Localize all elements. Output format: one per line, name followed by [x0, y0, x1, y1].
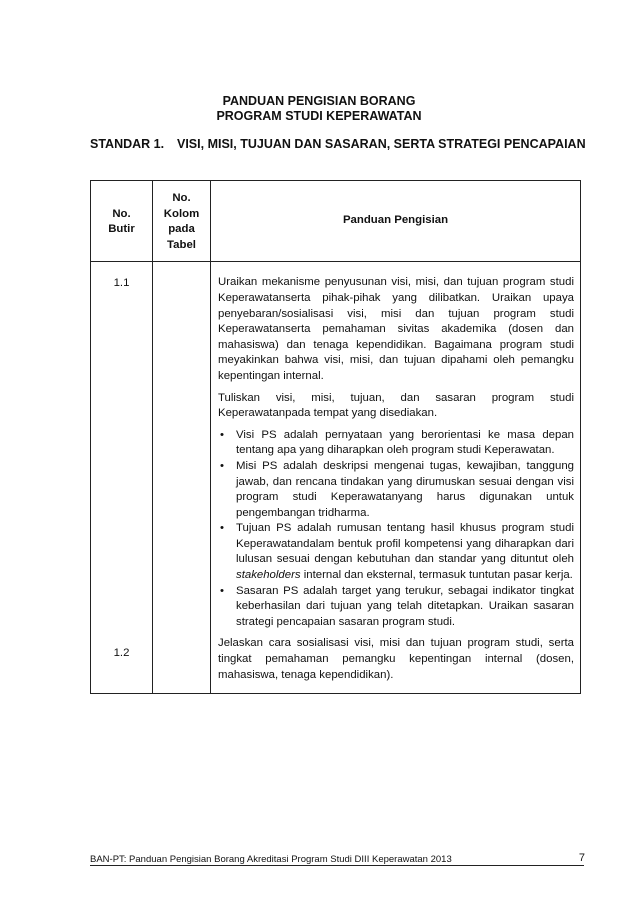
table-row [91, 262, 581, 694]
bullet-text: Misi PS adalah deskripsi mengenai tugas, kewajiban, tanggung jawab, dan rencana tindakan yang dirumuskan sesuai dengan visi program studi Keperawatanyang harus digunakan untuk pengembangan tridharma. [236, 459, 574, 519]
header-no-kolom-line: pada [168, 223, 195, 236]
header-no-butir-line: No. [112, 207, 131, 220]
row-kolom [153, 262, 211, 694]
standard-number: STANDAR 1. [90, 137, 165, 151]
emphasis-text: stakeholders [236, 569, 301, 582]
header-no-kolom [153, 181, 211, 262]
list-item [218, 459, 574, 521]
footer-text: BAN-PT: Panduan Pengisian Borang Akreditasi Program Studi DIII Keperawatan 2013 [90, 854, 452, 865]
bullet-icon: • [220, 522, 224, 535]
row-number-1-2: 1.2 [113, 646, 130, 659]
list-item [218, 428, 574, 459]
guide-table [90, 180, 581, 694]
guide-paragraph: Uraikan mekanisme penyusunan visi, misi, dan tujuan program studi Keperawatanserta pihak-pihak yang dilibatkan. Uraikan upaya penyebaran/sosialisasi visi, misi dan tujuan program studi Keperawatanserta pemahaman sivitas akademika (dosen dan mahasiswa) dan tenaga kependidikan. Bagaimana program studi meyakinkan bahwa visi, misi, dan tujuan dipahami oleh pemangku kepentingan internal. [218, 276, 574, 382]
bullet-icon: • [220, 584, 224, 597]
page-number: 7 [578, 852, 585, 864]
header-no-butir [91, 181, 153, 262]
guide-text [211, 262, 581, 694]
header-no-kolom-line: Tabel [167, 238, 196, 251]
guide-bullet-list [218, 428, 574, 631]
guide-paragraph: Tuliskan visi, misi, tujuan, dan sasaran program studi Keperawatanpada tempat yang disediakan. [218, 391, 574, 420]
header-no-butir-line: Butir [108, 223, 135, 236]
guide-paragraph-1-2: Jelaskan cara sosialisasi visi, misi dan tujuan program studi, serta tingkat pemahaman pemangku kepentingan internal (dosen, mahasiswa, tenaga kependidikan). [218, 637, 574, 681]
title-line-1: PANDUAN PENGISIAN BORANG [222, 94, 416, 108]
document-title [0, 94, 638, 124]
bullet-icon: • [220, 459, 224, 472]
list-item [218, 584, 574, 631]
bullet-icon: • [220, 428, 224, 441]
title-line-2: PROGRAM STUDI KEPERAWATAN [216, 109, 422, 123]
row-number [91, 262, 153, 694]
bullet-text: Tujuan PS adalah rumusan tentang hasil khusus program studi Keperawatandalam bentuk profil kompetensi yang diharapkan dari lulusan sesuai dengan kebutuhan dan standar yang dituntut oleh stakeholders internal dan eksternal, termasuk tuntutan pasar kerja. [236, 522, 574, 582]
bullet-text: Sasaran PS adalah target yang terukur, sebagai indikator tingkat keberhasilan dari tujuan yang telah ditetapkan. Uraikan sasaran strategi pencapaian sasaran program studi. [236, 584, 574, 628]
table-header-row [91, 181, 581, 262]
header-panduan-pengisian: Panduan Pengisian [211, 181, 581, 262]
list-item [218, 521, 574, 583]
header-no-kolom-line: Kolom [163, 207, 200, 220]
bullet-text: Visi PS adalah pernyataan yang berorientasi ke masa depan tentang apa yang diharapkan oleh program studi Keperawatan. [236, 428, 574, 457]
standard-title: VISI, MISI, TUJUAN DAN SASARAN, SERTA STRATEGI PENCAPAIAN [177, 137, 586, 151]
row-number-1-1: 1.1 [113, 277, 130, 290]
header-no-kolom-line: No. [172, 192, 191, 204]
